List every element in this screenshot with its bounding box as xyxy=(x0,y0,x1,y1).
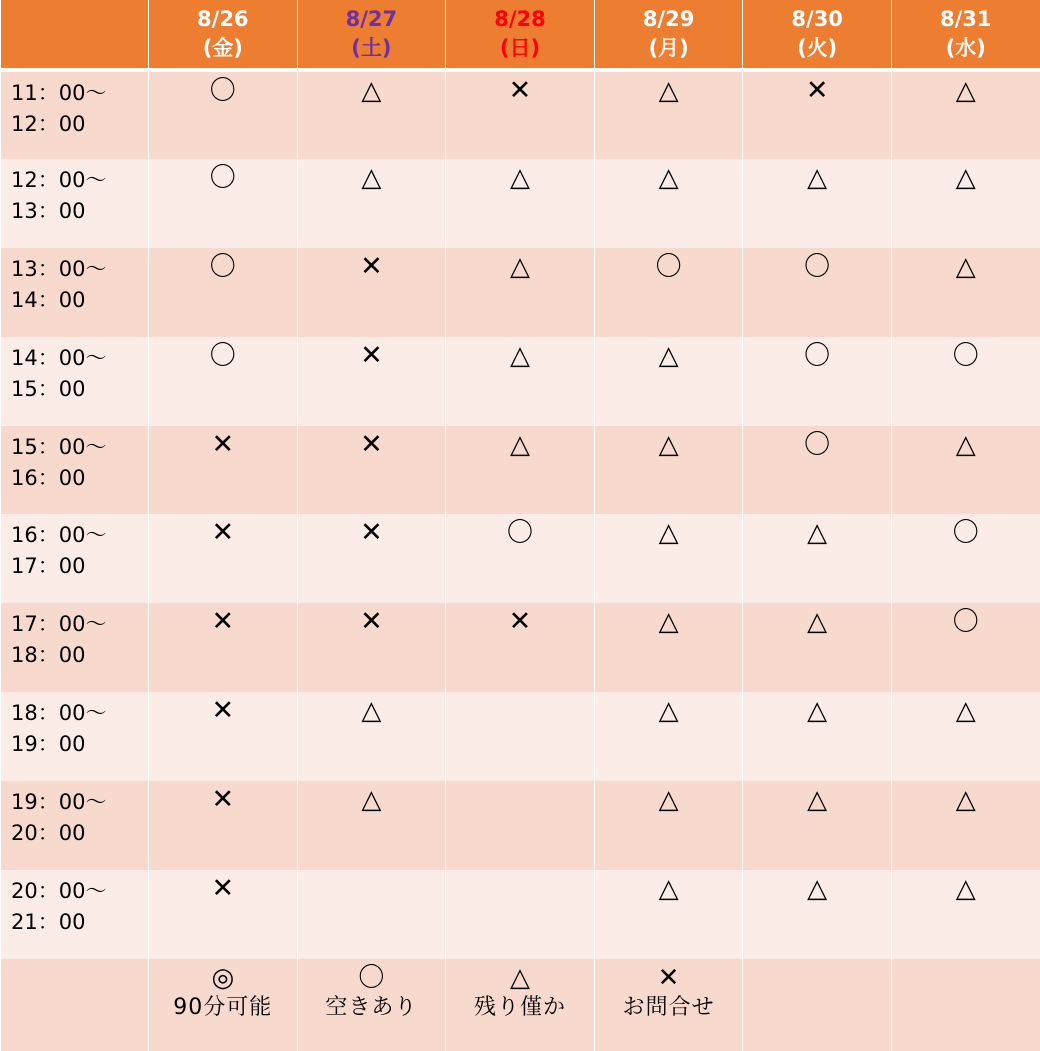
day-weekday: (水) xyxy=(892,34,1040,63)
availability-cell: ✕ xyxy=(297,514,446,603)
legend-label: 90分可能 xyxy=(149,993,297,1023)
availability-cell: △ xyxy=(297,70,446,159)
time-slot-row xyxy=(1,781,1040,870)
time-slot-row xyxy=(1,603,1040,692)
availability-cell: ✕ xyxy=(297,603,446,692)
availability-cell: ✕ xyxy=(149,426,298,515)
time-range-cell xyxy=(1,337,149,426)
availability-cell: △ xyxy=(743,603,892,692)
availability-cell xyxy=(446,692,595,781)
availability-cell: △ xyxy=(594,781,743,870)
time-range-cell xyxy=(1,248,149,337)
time-start: 20：00～ xyxy=(11,876,148,907)
availability-cell: △ xyxy=(446,337,595,426)
availability-cell: ✕ xyxy=(149,514,298,603)
time-range-cell xyxy=(1,603,149,692)
time-slot-row xyxy=(1,337,1040,426)
day-date: 8/29 xyxy=(595,5,743,34)
availability-cell: △ xyxy=(743,870,892,959)
legend-item xyxy=(446,959,595,1051)
availability-cell: 〇 xyxy=(891,514,1040,603)
day-header xyxy=(149,0,298,70)
availability-cell: △ xyxy=(594,337,743,426)
time-start: 15：00～ xyxy=(11,432,148,463)
day-header xyxy=(891,0,1040,70)
availability-cell: ✕ xyxy=(446,603,595,692)
time-end: 20：00 xyxy=(11,818,148,849)
availability-cell: △ xyxy=(891,248,1040,337)
time-end: 19：00 xyxy=(11,729,148,760)
availability-cell: △ xyxy=(891,781,1040,870)
availability-cell: △ xyxy=(594,514,743,603)
availability-cell: △ xyxy=(891,692,1040,781)
availability-cell: △ xyxy=(297,159,446,248)
availability-cell: △ xyxy=(743,781,892,870)
time-end: 12：00 xyxy=(11,109,148,140)
day-date: 8/27 xyxy=(298,5,446,34)
availability-cell: △ xyxy=(594,603,743,692)
time-end: 13：00 xyxy=(11,196,148,227)
availability-cell: 〇 xyxy=(149,248,298,337)
availability-cell: △ xyxy=(743,514,892,603)
legend-symbol: ◎ xyxy=(149,963,297,993)
availability-cell: △ xyxy=(891,159,1040,248)
availability-cell: △ xyxy=(446,248,595,337)
schedule-body xyxy=(1,70,1040,1051)
day-date: 8/28 xyxy=(446,5,594,34)
day-header xyxy=(594,0,743,70)
time-slot-row xyxy=(1,870,1040,959)
time-start: 16：00～ xyxy=(11,520,148,551)
availability-cell xyxy=(446,870,595,959)
legend-item xyxy=(891,959,1040,1051)
corner-cell xyxy=(1,0,149,70)
availability-cell: △ xyxy=(594,70,743,159)
day-weekday: (日) xyxy=(446,34,594,63)
time-start: 12：00～ xyxy=(11,165,148,196)
legend-symbol: ✕ xyxy=(595,963,743,993)
time-range-cell xyxy=(1,159,149,248)
availability-cell: △ xyxy=(297,692,446,781)
time-slot-row xyxy=(1,70,1040,159)
availability-cell: 〇 xyxy=(743,248,892,337)
availability-cell: △ xyxy=(446,159,595,248)
day-date: 8/31 xyxy=(892,5,1040,34)
time-end: 15：00 xyxy=(11,374,148,405)
availability-cell: ✕ xyxy=(743,70,892,159)
day-weekday: (土) xyxy=(298,34,446,63)
availability-cell: △ xyxy=(743,159,892,248)
availability-cell: △ xyxy=(594,159,743,248)
time-start: 13：00～ xyxy=(11,254,148,285)
availability-cell xyxy=(446,781,595,870)
time-end: 17：00 xyxy=(11,551,148,582)
time-start: 18：00～ xyxy=(11,698,148,729)
availability-cell: △ xyxy=(446,426,595,515)
legend-row xyxy=(1,959,1040,1051)
day-header xyxy=(297,0,446,70)
legend-symbol: 〇 xyxy=(298,963,446,993)
time-slot-row xyxy=(1,514,1040,603)
time-range-cell xyxy=(1,514,149,603)
availability-cell: 〇 xyxy=(149,159,298,248)
time-range-cell xyxy=(1,426,149,515)
availability-cell: △ xyxy=(891,870,1040,959)
availability-cell: ✕ xyxy=(149,692,298,781)
day-weekday: (月) xyxy=(595,34,743,63)
legend-item xyxy=(297,959,446,1051)
availability-cell: △ xyxy=(297,781,446,870)
availability-cell: ✕ xyxy=(149,603,298,692)
availability-cell: ✕ xyxy=(297,248,446,337)
time-range-cell xyxy=(1,781,149,870)
availability-cell xyxy=(297,870,446,959)
availability-cell: △ xyxy=(743,692,892,781)
legend-symbol: △ xyxy=(446,963,594,993)
day-header xyxy=(743,0,892,70)
availability-cell: 〇 xyxy=(149,337,298,426)
availability-cell: ✕ xyxy=(297,426,446,515)
day-weekday: (火) xyxy=(743,34,891,63)
legend-label: お問合せ xyxy=(595,993,743,1023)
availability-cell: 〇 xyxy=(891,337,1040,426)
time-slot-row xyxy=(1,426,1040,515)
time-end: 21：00 xyxy=(11,907,148,938)
availability-cell: 〇 xyxy=(594,248,743,337)
day-weekday: (金) xyxy=(149,34,297,63)
availability-cell: ✕ xyxy=(446,70,595,159)
time-range-cell xyxy=(1,70,149,159)
availability-cell: △ xyxy=(594,870,743,959)
header-row xyxy=(1,0,1040,70)
availability-cell: 〇 xyxy=(149,70,298,159)
availability-cell: 〇 xyxy=(743,337,892,426)
time-slot-row xyxy=(1,159,1040,248)
legend-item xyxy=(743,959,892,1051)
availability-cell: △ xyxy=(594,426,743,515)
time-slot-row xyxy=(1,692,1040,781)
availability-cell: △ xyxy=(891,70,1040,159)
legend-label: 残り僅か xyxy=(446,993,594,1023)
legend-item xyxy=(594,959,743,1051)
time-start: 11：00～ xyxy=(11,78,148,109)
day-header xyxy=(446,0,595,70)
legend-label: 空きあり xyxy=(298,993,446,1023)
availability-cell: 〇 xyxy=(446,514,595,603)
day-date: 8/26 xyxy=(149,5,297,34)
time-start: 19：00～ xyxy=(11,787,148,818)
availability-cell: ✕ xyxy=(297,337,446,426)
time-start: 14：00～ xyxy=(11,343,148,374)
legend-item xyxy=(149,959,298,1051)
availability-cell: ✕ xyxy=(149,781,298,870)
availability-cell: ✕ xyxy=(149,870,298,959)
time-end: 18：00 xyxy=(11,640,148,671)
time-range-cell xyxy=(1,870,149,959)
availability-cell: 〇 xyxy=(743,426,892,515)
time-slot-row xyxy=(1,248,1040,337)
time-range-cell xyxy=(1,692,149,781)
legend-corner-cell xyxy=(1,959,149,1051)
availability-cell: 〇 xyxy=(891,603,1040,692)
time-end: 14：00 xyxy=(11,285,148,316)
availability-cell: △ xyxy=(594,692,743,781)
availability-cell: △ xyxy=(891,426,1040,515)
time-start: 17：00～ xyxy=(11,609,148,640)
day-date: 8/30 xyxy=(743,5,891,34)
time-end: 16：00 xyxy=(11,463,148,494)
